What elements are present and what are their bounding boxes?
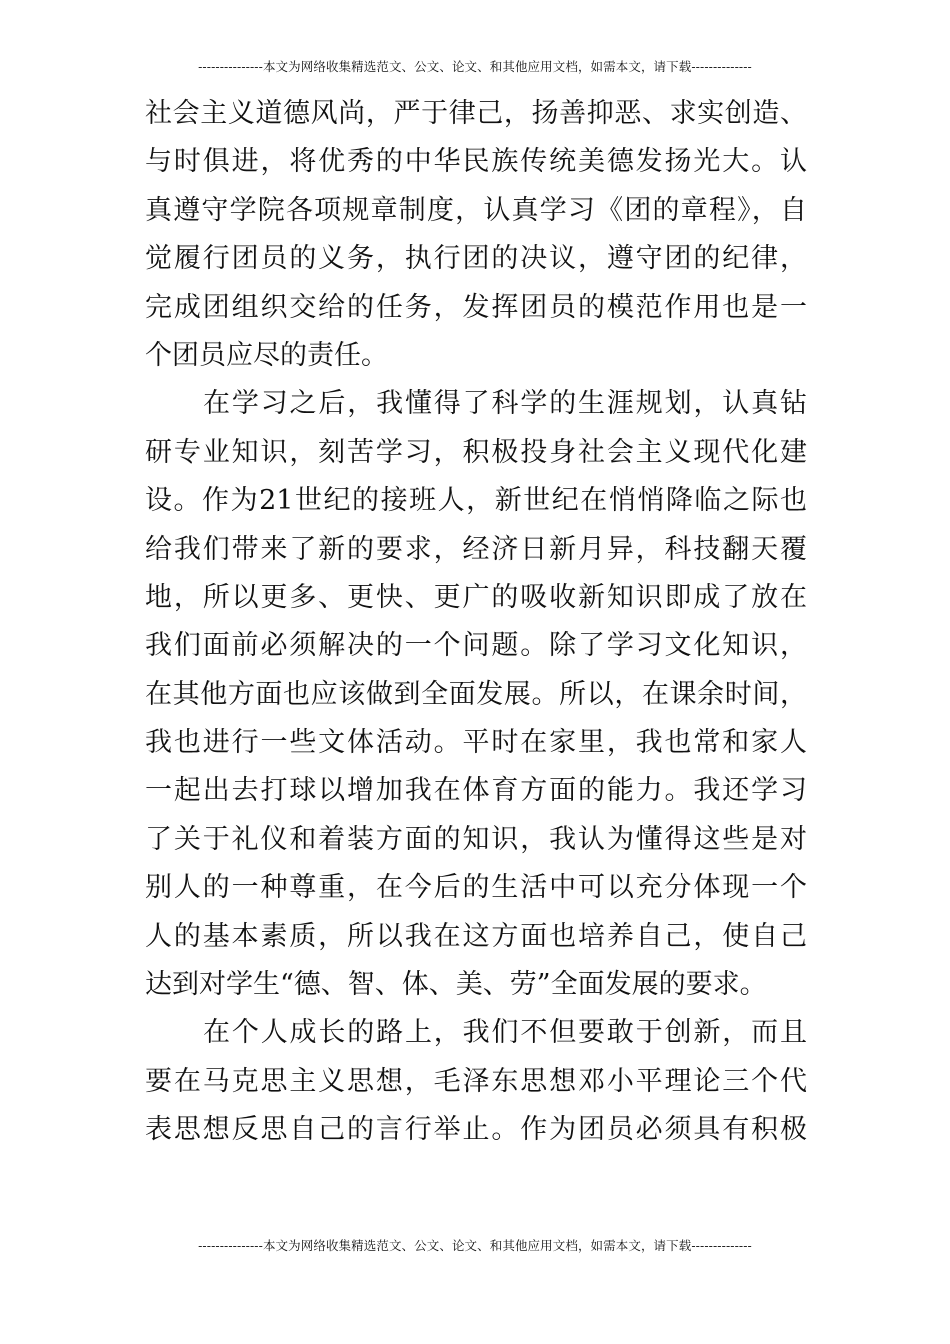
text-line: 给我们带来了新的要求，经济日新月异，科技翻天覆: [145, 533, 807, 565]
text-line: 我们面前必须解决的一个问题。除了学习文化知识，: [145, 630, 807, 662]
text-line: 在其他方面也应该做到全面发展。所以，在课余时间，: [145, 678, 807, 710]
text-line: 设。作为21世纪的接班人，新世纪在悄悄降临之际也: [145, 485, 807, 517]
text-line: 社会主义道德风尚，严于律己，扬善抑恶、求实创造、: [145, 98, 807, 129]
text-line: 别人的一种尊重，在今后的生活中可以充分体现一个: [145, 872, 807, 904]
document-body: [145, 90, 807, 1155]
text-line: 了关于礼仪和着装方面的知识，我认为懂得这些是对: [145, 823, 807, 855]
paragraph-first-line: 在学习之后，我懂得了科学的生涯规划，认真钻: [203, 388, 807, 420]
text-line: 要在马克思主义思想，毛泽东思想邓小平理论三个代: [145, 1065, 807, 1097]
text-line: 研专业知识，刻苦学习，积极投身社会主义现代化建: [145, 436, 807, 468]
text-line: 一起出去打球以增加我在体育方面的能力。我还学习: [145, 775, 807, 807]
text-line: 真遵守学院各项规章制度，认真学习《团的章程》，自: [145, 194, 807, 226]
text-line: 表思想反思自己的言行举止。作为团员必须具有积极: [145, 1114, 807, 1146]
text-line: 完成团组织交给的任务，发挥团员的模范作用也是一: [145, 291, 807, 323]
text-line: 我也进行一些文体活动。平时在家里，我也常和家人: [145, 727, 807, 759]
header-banner: ---------------本文为网络收集精选范文、公文、论文、和其他应用文档，如需本文，请下载--------------: [198, 59, 752, 74]
text-line: 地，所以更多、更快、更广的吸收新知识即成了放在: [145, 581, 807, 613]
footer-banner: ---------------本文为网络收集精选范文、公文、论文、和其他应用文档，如需本文，请下载--------------: [198, 1238, 752, 1253]
text-line: 与时俱进，将优秀的中华民族传统美德发扬光大。认: [145, 146, 807, 178]
text-line: 人的基本素质，所以我在这方面也培养自己，使自己: [145, 920, 807, 952]
text-line: 觉履行团员的义务，执行团的决议，遵守团的纪律，: [145, 243, 807, 275]
paragraph-first-line: 在个人成长的路上，我们不但要敢于创新，而且: [203, 1017, 807, 1049]
text-line: 个团员应尽的责任。: [145, 339, 388, 371]
text-line: 达到对学生“德、智、体、美、劳”全面发展的要求。: [145, 969, 767, 1001]
